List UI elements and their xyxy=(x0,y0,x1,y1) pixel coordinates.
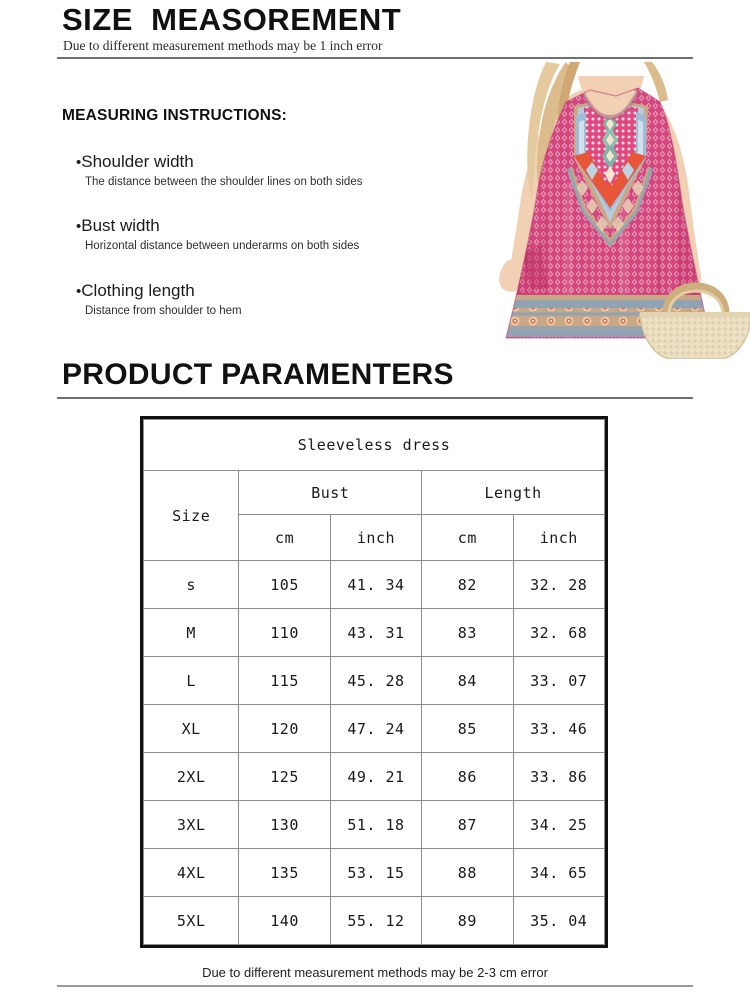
cell-bust-cm: 125 xyxy=(239,753,330,801)
cell-size: XL xyxy=(144,705,239,753)
column-header-length-cm: cm xyxy=(422,515,513,561)
header-divider xyxy=(57,57,693,59)
column-group-length: Length xyxy=(422,471,605,515)
table-row xyxy=(144,801,605,849)
product-parameters-divider xyxy=(57,397,693,399)
table-caption-row xyxy=(144,420,605,471)
column-group-bust: Bust xyxy=(239,471,422,515)
cell-length-inch: 32. 68 xyxy=(513,609,604,657)
cell-size: L xyxy=(144,657,239,705)
cell-length-cm: 85 xyxy=(422,705,513,753)
cell-length-inch: 33. 46 xyxy=(513,705,604,753)
cell-length-inch: 33. 07 xyxy=(513,657,604,705)
cell-size: 5XL xyxy=(144,897,239,945)
instruction-label-row xyxy=(76,281,242,302)
cell-length-cm: 83 xyxy=(422,609,513,657)
instruction-description: The distance between the shoulder lines on both sides xyxy=(85,176,363,188)
cell-bust-cm: 105 xyxy=(239,561,330,609)
cell-length-cm: 86 xyxy=(422,753,513,801)
cell-length-inch: 34. 25 xyxy=(513,801,604,849)
cell-length-inch: 34. 65 xyxy=(513,849,604,897)
cell-length-cm: 89 xyxy=(422,897,513,945)
cell-length-inch: 32. 28 xyxy=(513,561,604,609)
instruction-description: Distance from shoulder to hem xyxy=(85,305,242,317)
instruction-item-shoulder-width xyxy=(76,152,362,190)
cell-bust-inch: 41. 34 xyxy=(330,561,421,609)
product-photo xyxy=(470,62,750,359)
footer-divider xyxy=(57,985,693,987)
table-row xyxy=(144,657,605,705)
table-row xyxy=(144,897,605,945)
footer-note: Due to different measurement methods may be 2-3 cm error xyxy=(202,965,548,980)
cell-bust-inch: 45. 28 xyxy=(330,657,421,705)
table-row xyxy=(144,705,605,753)
cell-size: 3XL xyxy=(144,801,239,849)
table-row xyxy=(144,561,605,609)
table-row xyxy=(144,849,605,897)
cell-bust-cm: 115 xyxy=(239,657,330,705)
cell-bust-cm: 140 xyxy=(239,897,330,945)
cell-bust-cm: 120 xyxy=(239,705,330,753)
cell-length-cm: 82 xyxy=(422,561,513,609)
cell-length-cm: 84 xyxy=(422,657,513,705)
instruction-label-row xyxy=(76,152,362,173)
cell-bust-inch: 55. 12 xyxy=(330,897,421,945)
bullet-icon: • xyxy=(76,218,82,235)
instruction-label: Bust width xyxy=(81,216,160,235)
cell-bust-inch: 51. 18 xyxy=(330,801,421,849)
table-caption: Sleeveless dress xyxy=(144,420,605,471)
cell-size: 4XL xyxy=(144,849,239,897)
table-row xyxy=(144,753,605,801)
cell-bust-inch: 53. 15 xyxy=(330,849,421,897)
instruction-label: Clothing length xyxy=(81,281,195,300)
cell-bust-inch: 49. 21 xyxy=(330,753,421,801)
cell-size: 2XL xyxy=(144,753,239,801)
product-parameters-title: PRODUCT PARAMENTERS xyxy=(62,358,454,391)
cell-length-cm: 88 xyxy=(422,849,513,897)
bullet-icon: • xyxy=(76,283,82,300)
instruction-item-clothing-length xyxy=(76,281,242,319)
cell-size: M xyxy=(144,609,239,657)
header-subtitle: Due to different measurement methods may be 1 inch error xyxy=(63,38,383,53)
bullet-icon: • xyxy=(76,154,82,171)
instruction-label: Shoulder width xyxy=(81,152,194,171)
page-title: SIZE MEASOREMENT xyxy=(62,2,402,37)
column-header-bust-inch: inch xyxy=(330,515,421,561)
cell-bust-cm: 110 xyxy=(239,609,330,657)
table-row xyxy=(144,609,605,657)
cell-length-inch: 35. 04 xyxy=(513,897,604,945)
cell-bust-cm: 135 xyxy=(239,849,330,897)
cell-bust-inch: 43. 31 xyxy=(330,609,421,657)
column-header-bust-cm: cm xyxy=(239,515,330,561)
column-header-length-inch: inch xyxy=(513,515,604,561)
cell-length-cm: 87 xyxy=(422,801,513,849)
cell-bust-inch: 47. 24 xyxy=(330,705,421,753)
size-table-wrapper xyxy=(143,419,605,945)
cell-bust-cm: 130 xyxy=(239,801,330,849)
column-header-size: Size xyxy=(144,471,239,561)
instruction-item-bust-width xyxy=(76,216,359,254)
table-group-header-row xyxy=(144,471,605,515)
cell-size: s xyxy=(144,561,239,609)
cell-length-inch: 33. 86 xyxy=(513,753,604,801)
measuring-instructions-heading: MEASURING INSTRUCTIONS: xyxy=(62,107,288,124)
instruction-label-row xyxy=(76,216,359,237)
size-table xyxy=(143,419,605,945)
instruction-description: Horizontal distance between underarms on both sides xyxy=(85,240,360,252)
